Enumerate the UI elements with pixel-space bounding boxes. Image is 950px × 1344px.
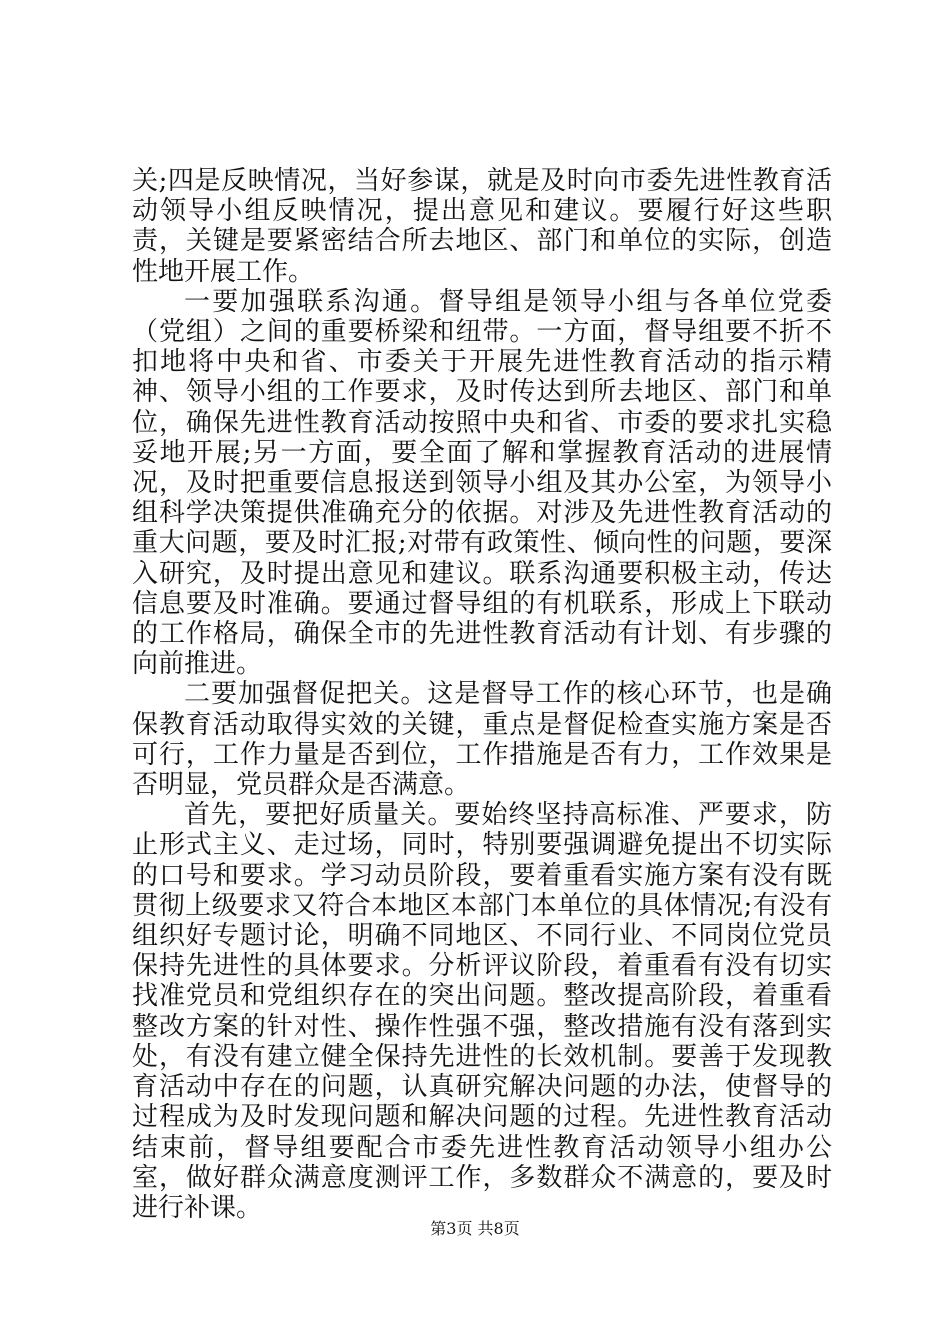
paragraph-liaison: 一要加强联系沟通。督导组是领导小组与各单位党委（党组）之间的重要桥梁和纽带。一方面，督导组要不折不扣地将中央和省、市委关于开展先进性教育活动的指示精神、领导小组的工作要求，及时传达到所去地区、部门和单位，确保先进性教育活动按照中央和省、市委的要求扎实稳妥地开展;另一方面，要全面了解和掌握教育活动的进展情况，及时把重要信息报送到领导小组及其办公室，为领导小组科学决策提供准确充分的依据。对涉及先进性教育活动的重大问题，要及时汇报;对带有政策性、倾向性的问题，要深入研究，及时提出意见和建议。联系沟通要积极主动，传达信息要及时准确。要通过督导组的有机联系，形成上下联动的工作格局，确保全市的先进性教育活动有计划、有步骤的向前推进。 <box>132 286 832 680</box>
paragraph-continuation: 关;四是反映情况，当好参谋，就是及时向市委先进性教育活动领导小组反映情况，提出意见和建议。要履行好这些职责，关键是要紧密结合所去地区、部门和单位的实际，创造性地开展工作。 <box>132 166 832 287</box>
page-number-footer: 第3页 共8页 <box>430 1219 520 1238</box>
paragraph-supervision: 二要加强督促把关。这是督导工作的核心环节，也是确保教育活动取得实效的关键，重点是督促检查实施方案是否可行，工作力量是否到位，工作措施是否有力，工作效果是否明显，党员群众是否满意。 <box>132 679 832 801</box>
document-body <box>132 166 832 1223</box>
paragraph-quality: 首先，要把好质量关。要始终坚持高标准、严要求，防止形式主义、走过场，同时，特别要强调避免提出不切实际的口号和要求。学习动员阶段，要着重看实施方案有没有既贯彻上级要求又符合本地区本部门本单位的具体情况;有没有组织好专题讨论，明确不同地区、不同行业、不同岗位党员保持先进性的具体要求。分析评议阶段，着重看有没有切实找准党员和党组织存在的突出问题。整改提高阶段，着重看整改方案的针对性、操作性强不强，整改措施有没有落到实处，有没有建立健全保持先进性的长效机制。要善于发现教育活动中存在的问题，认真研究解决问题的办法，使督导的过程成为及时发现问题和解决问题的过程。先进性教育活动结束前，督导组要配合市委先进性教育活动领导小组办公室，做好群众满意度测评工作，多数群众不满意的，要及时进行补课。 <box>132 800 832 1223</box>
